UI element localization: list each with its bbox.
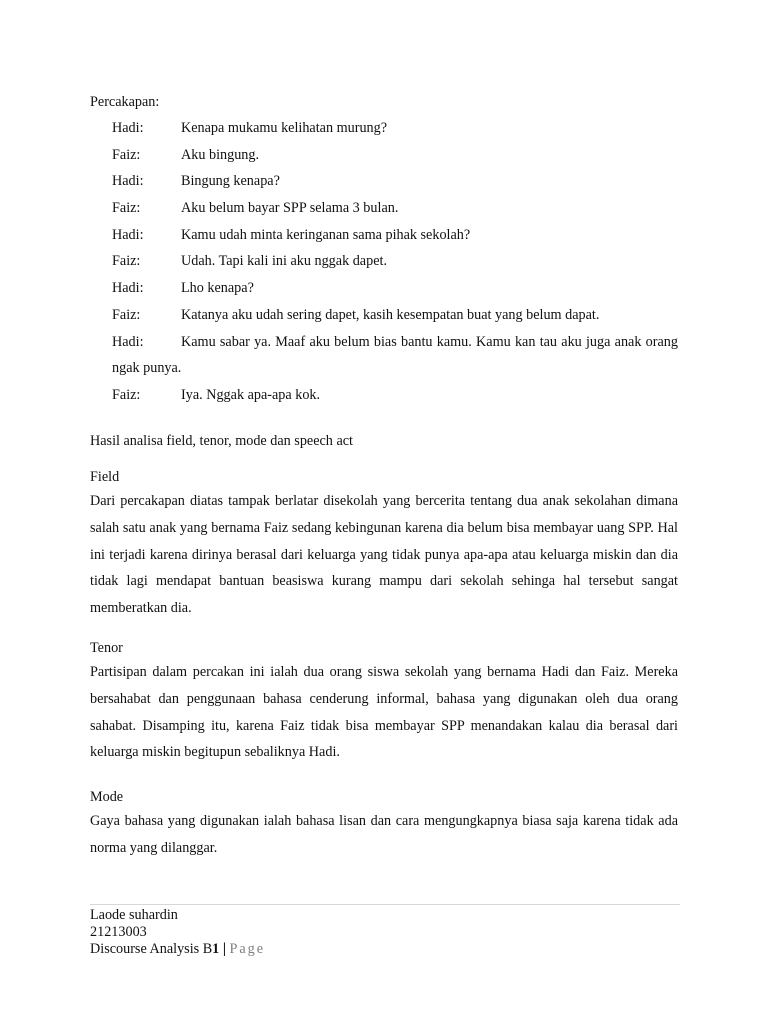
dialogue-list — [112, 115, 678, 409]
dialogue-text: Aku belum bayar SPP selama 3 bulan. — [181, 200, 399, 217]
field-title: Field — [90, 469, 120, 485]
page-footer — [90, 904, 680, 958]
dialogue-text: Kamu sabar ya. Maaf aku belum bias bantu kamu. Kamu kan tau aku juga anak orang ngak punya. — [112, 333, 678, 377]
dialogue-line — [112, 115, 678, 142]
speaker-label: Hadi: — [112, 173, 144, 190]
dialogue-line — [112, 222, 678, 249]
footer-course-line — [90, 941, 680, 958]
dialogue-line — [112, 195, 678, 222]
dialogue-line — [112, 275, 678, 302]
footer-page-label: Page — [229, 941, 266, 957]
dialogue-line — [112, 302, 678, 329]
dialogue-line — [112, 248, 678, 275]
tenor-section — [90, 637, 678, 766]
dialogue-line — [112, 168, 678, 195]
dialogue-line — [112, 142, 678, 169]
speaker-label: Faiz: — [112, 146, 141, 163]
dialogue-text: Udah. Tapi kali ini aku nggak dapet. — [181, 253, 387, 270]
conversation-heading: Percakapan: — [90, 94, 160, 110]
dialogue-line — [112, 382, 678, 409]
dialogue-text: Bingung kenapa? — [181, 173, 280, 190]
footer-separator: | — [222, 941, 226, 957]
tenor-title: Tenor — [90, 640, 123, 656]
field-section — [90, 466, 678, 622]
mode-section — [90, 786, 678, 862]
footer-course: Discourse Analysis B — [90, 941, 213, 957]
speaker-label: Faiz: — [112, 253, 141, 270]
dialogue-text: Iya. Nggak apa-apa kok. — [181, 386, 321, 403]
field-paragraph: Dari percakapan diatas tampak berlatar disekolah yang bercerita tentang dua anak sekolahan dimana salah satu anak yang bernama Faiz sedang kebingunan karena dia belum bisa membayar uang SPP. Hal ini terjadi karena dirinya berasal dari keluarga yang tidak punya apa-apa atau keluarga miskin dan dia tidak lagi mendapat bantuan beasiswa kurang mampu dari sekolah sehinga hal tersebut sangat memberatkan dia. — [90, 493, 678, 617]
speaker-label: Hadi: — [112, 280, 144, 297]
speaker-label: Hadi: — [112, 226, 144, 243]
dialogue-line — [112, 329, 678, 382]
dialogue-text: Lho kenapa? — [181, 280, 254, 297]
footer-page-number: 1 — [212, 941, 220, 957]
dialogue-text: Katanya aku udah sering dapet, kasih kesempatan buat yang belum dapat. — [181, 306, 600, 323]
mode-paragraph: Gaya bahasa yang digunakan ialah bahasa lisan dan cara mengungkapnya biasa saja karena tidak ada norma yang dilanggar. — [90, 813, 678, 856]
dialogue-text: Kamu udah minta keringanan sama pihak sekolah? — [181, 226, 471, 243]
dialogue-text: Aku bingung. — [181, 146, 260, 163]
mode-title: Mode — [90, 789, 124, 805]
speaker-label: Faiz: — [112, 386, 141, 403]
analysis-title: Hasil analisa field, tenor, mode dan speech act — [90, 433, 353, 449]
speaker-label: Faiz: — [112, 200, 141, 217]
footer-author: Laode suhardin — [90, 907, 178, 923]
tenor-paragraph: Partisipan dalam percakan ini ialah dua orang siswa sekolah yang bernama Hadi dan Faiz. Mereka bersahabat dan penggunaan bahasa cenderung informal, bahasa yang digunakan oleh dua orang sahabat. Disamping itu, karena Faiz tidak bisa membayar SPP menandakan kalau dia berasal dari keluarga miskin begitupun sebaliknya Hadi. — [90, 664, 678, 761]
speaker-label: Hadi: — [112, 120, 144, 136]
speaker-label: Hadi: — [112, 333, 144, 350]
footer-student-id: 21213003 — [90, 924, 147, 940]
dialogue-text: Kenapa mukamu kelihatan murung? — [181, 120, 388, 136]
speaker-label: Faiz: — [112, 306, 141, 323]
